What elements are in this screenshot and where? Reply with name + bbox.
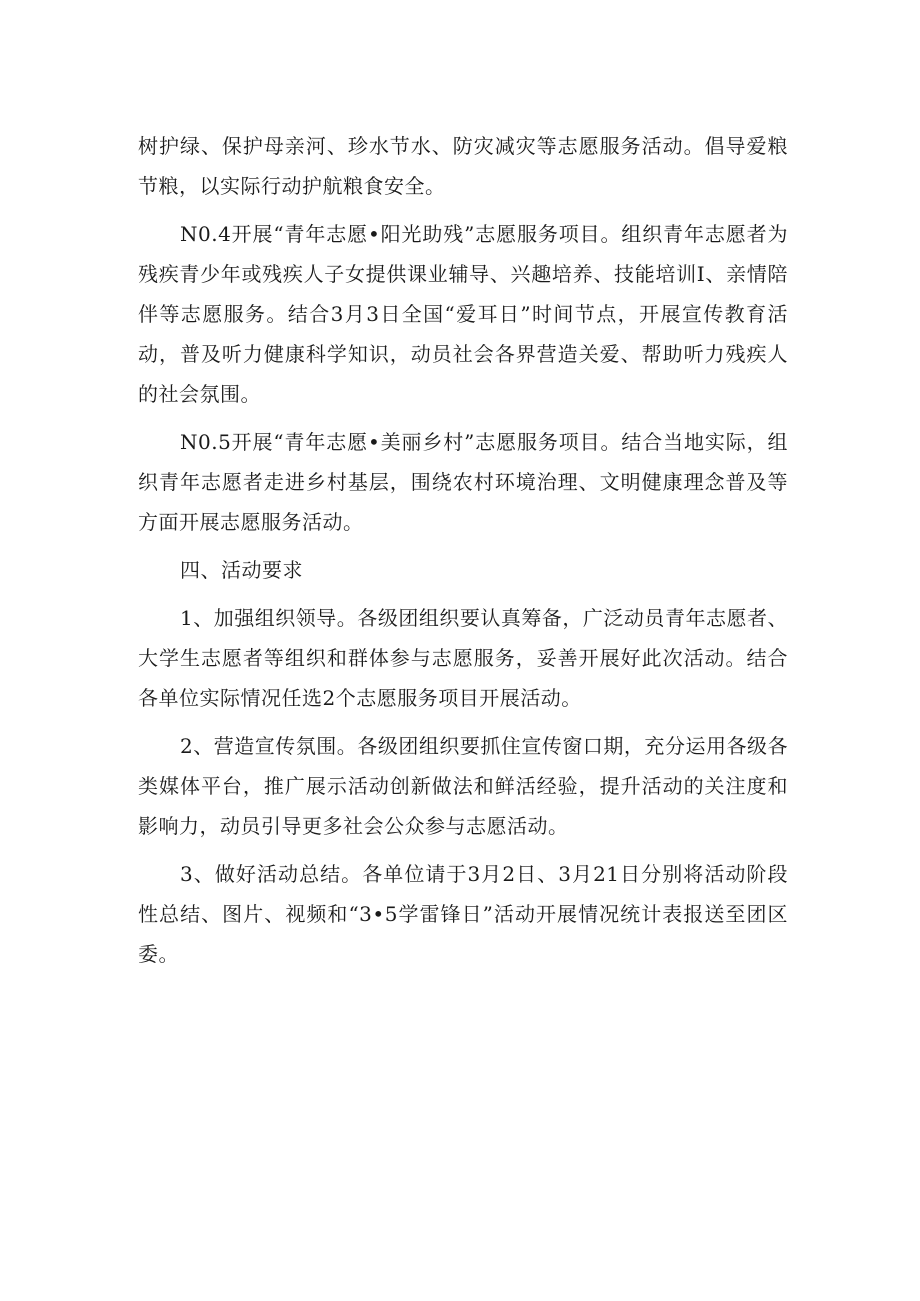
- paragraph-project-no5: N0.5开展“青年志愿•美丽乡村”志愿服务项目。结合当地实际，组织青年志愿者走进乡村基层，围绕农村环境治理、文明健康理念普及等方面开展志愿服务活动。: [138, 430, 788, 534]
- paragraph-requirement-1: 1、加强组织领导。各级团组织要认真筹备，广泛动员青年志愿者、大学生志愿者等组织和群体参与志愿服务，妥善开展好此次活动。结合各单位实际情况任选2个志愿服务项目开展活动。: [138, 606, 788, 710]
- paragraph-requirement-3: 3、做好活动总结。各单位请于3月2日、3月21日分别将活动阶段性总结、图片、视频和“3•5学雷锋日”活动开展情况统计表报送至团区委。: [138, 862, 788, 966]
- paragraph-requirement-2: 2、营造宣传氛围。各级团组织要抓住宣传窗口期，充分运用各级各类媒体平台，推广展示活动创新做法和鲜活经验，提升活动的关注度和影响力，动员引导更多社会公众参与志愿活动。: [138, 734, 788, 838]
- paragraph-project-no4: N0.4开展“青年志愿•阳光助残”志愿服务项目。组织青年志愿者为残疾青少年或残疾人子女提供课业辅导、兴趣培养、技能培训I、亲情陪伴等志愿服务。结合3月3日全国“爱耳日”时间节点，开展宣传教育活动，普及听力健康科学知识，动员社会各界营造关爱、帮助听力残疾人的社会氛围。: [138, 222, 788, 406]
- document-page: [138, 126, 788, 982]
- section-heading-requirements: 四、活动要求: [180, 558, 303, 582]
- paragraph-continuation: 树护绿、保护母亲河、珍水节水、防灾减灾等志愿服务活动。倡导爱粮节粮，以实际行动护航粮食安全。: [138, 134, 788, 198]
